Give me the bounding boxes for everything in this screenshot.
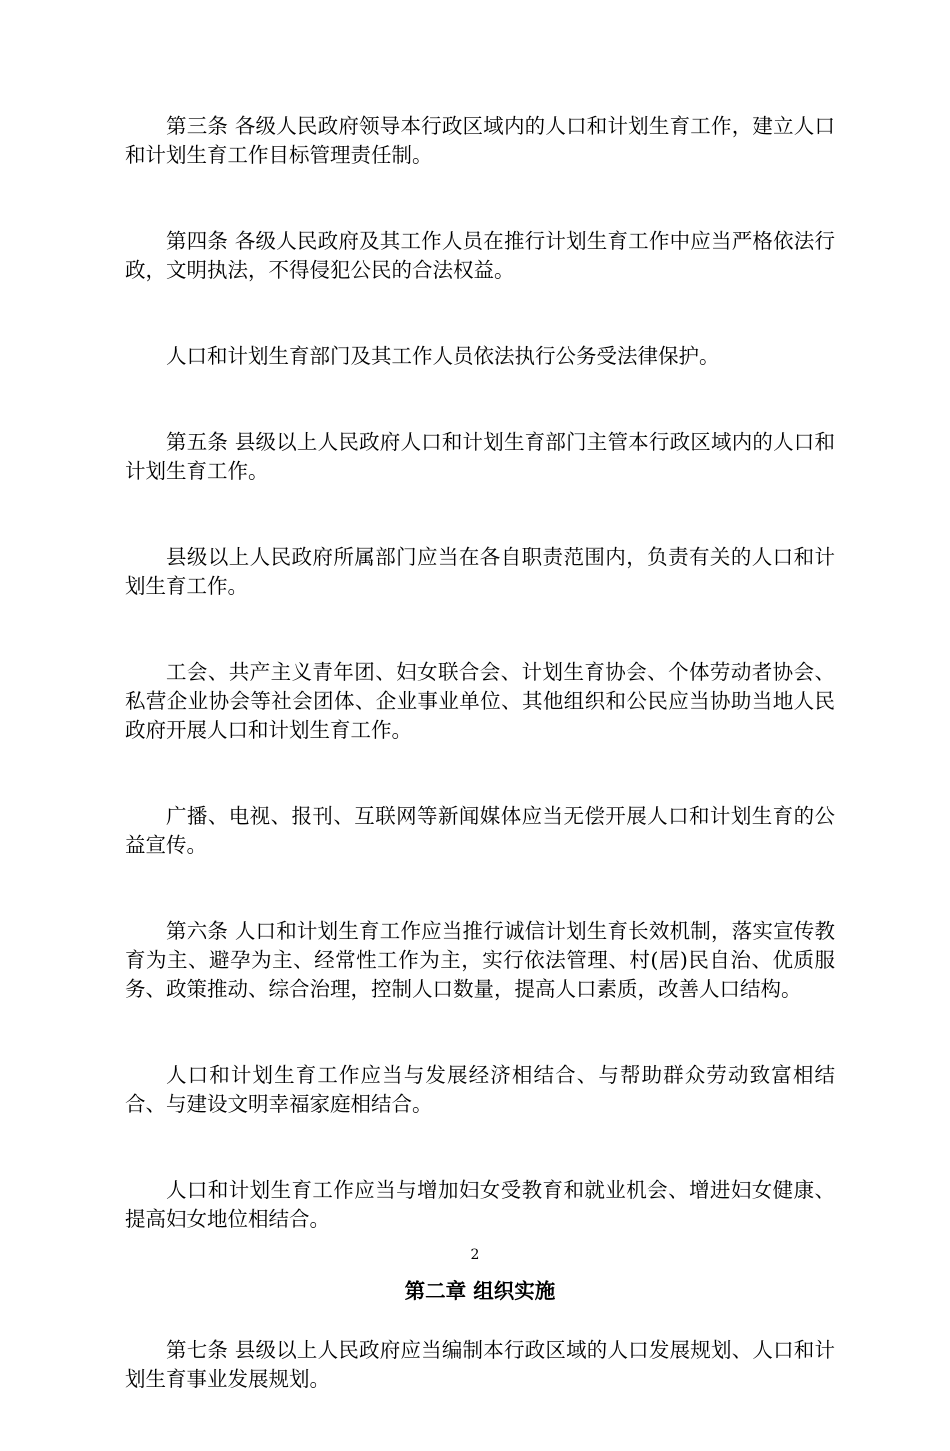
chapter-title: 第二章 组织实施: [404, 1279, 556, 1303]
article-6-clause-2-paragraph: 人口和计划生育工作应当与发展经济相结合、与帮助群众劳动致富相结合、与建设文明幸福家庭相结合。: [125, 1063, 835, 1116]
page-number: 2: [470, 1247, 480, 1263]
article-5-clause-4-paragraph: 广播、电视、报刊、互联网等新闻媒体应当无偿开展人口和计划生育的公益宣传。: [125, 804, 835, 857]
article-4-paragraph: 第四条 各级人民政府及其工作人员在推行计划生育工作中应当严格依法行政，文明执法，不得侵犯公民的合法权益。: [125, 229, 835, 282]
article-6-paragraph: 第六条 人口和计划生育工作应当推行诚信计划生育长效机制，落实宣传教育为主、避孕为主、经常性工作为主，实行依法管理、村(居)民自治、优质服务、政策推动、综合治理，控制人口数量，提高人口素质，改善人口结构。: [125, 919, 835, 1001]
article-7-paragraph: 第七条 县级以上人民政府应当编制本行政区域的人口发展规划、人口和计划生育事业发展规划。: [125, 1338, 835, 1391]
article-5-clause-2-paragraph: 县级以上人民政府所属部门应当在各自职责范围内，负责有关的人口和计划生育工作。: [125, 545, 835, 598]
article-5-clause-3-paragraph: 工会、共产主义青年团、妇女联合会、计划生育协会、个体劳动者协会、私营企业协会等社会团体、企业事业单位、其他组织和公民应当协助当地人民政府开展人口和计划生育工作。: [125, 660, 835, 742]
article-5-paragraph: 第五条 县级以上人民政府人口和计划生育部门主管本行政区域内的人口和计划生育工作。: [125, 430, 835, 483]
article-3-paragraph: 第三条 各级人民政府领导本行政区域内的人口和计划生育工作，建立人口和计划生育工作目标管理责任制。: [125, 114, 835, 167]
article-4-clause-2-paragraph: 人口和计划生育部门及其工作人员依法执行公务受法律保护。: [166, 344, 720, 368]
article-6-clause-3-paragraph: 人口和计划生育工作应当与增加妇女受教育和就业机会、增进妇女健康、提高妇女地位相结合。: [125, 1178, 835, 1231]
